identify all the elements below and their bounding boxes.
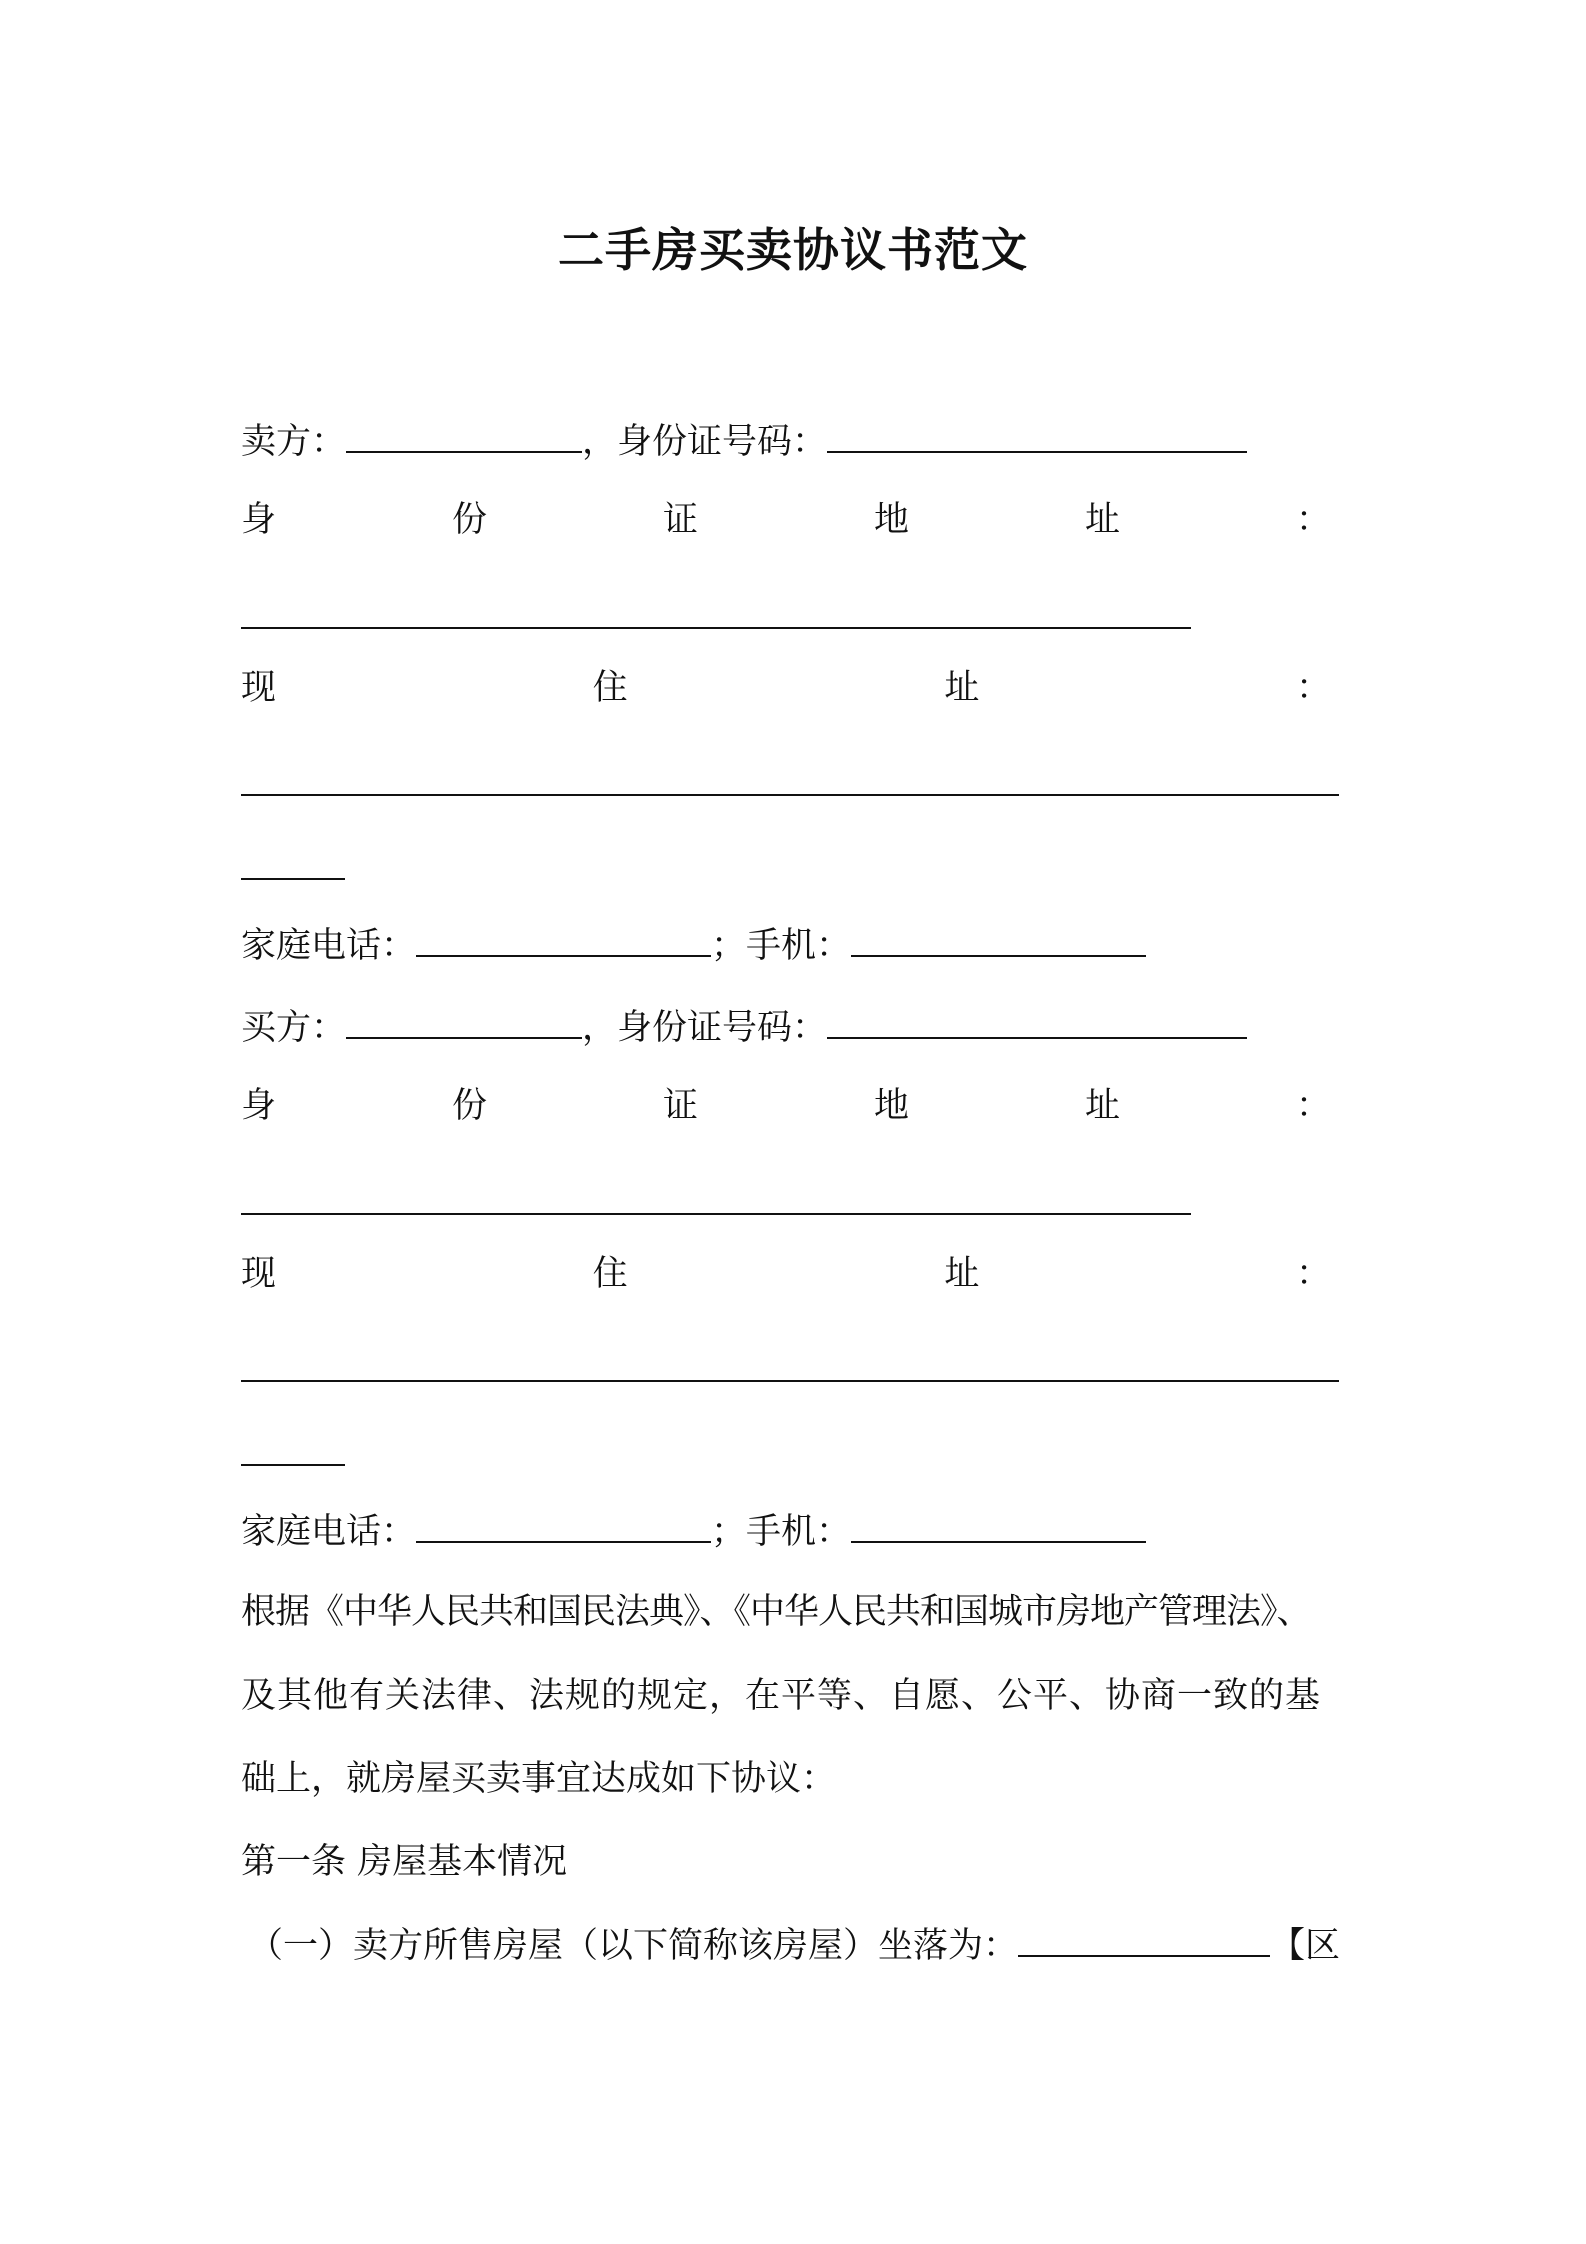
buyer-id-address-label: [241, 1084, 1331, 1128]
buyer-home-phone-label: 家庭电话：: [241, 1512, 417, 1552]
article-1-heading: 第一条 房屋基本情况: [241, 1842, 568, 1882]
seller-id-address-label: [241, 498, 1331, 542]
seller-current-address-label: [241, 666, 1331, 710]
label-char: 身: [241, 1086, 277, 1126]
seller-current-address-blank: [241, 794, 1339, 796]
label-char: 身: [241, 500, 277, 540]
seller-home-phone-blank: [416, 925, 711, 957]
label-char: ：: [1295, 1086, 1331, 1126]
paragraph-line-3: 础上，就房屋买卖事宜达成如下协议：: [241, 1759, 837, 1799]
paragraph-line-2: 及其他有关法律、法规的规定，在平等、自愿、公平、协商一致的基: [241, 1676, 1322, 1716]
label-char: 址: [1084, 1086, 1120, 1126]
label-char: 址: [1084, 500, 1120, 540]
seller-id-address-blank: [241, 627, 1191, 629]
label-char: 现: [241, 1254, 277, 1294]
seller-label: 卖方：: [241, 422, 347, 462]
buyer-current-address-blank-cont: [241, 1464, 345, 1466]
label-char: 住: [592, 1254, 628, 1294]
clause-1-location-blank: [1018, 1925, 1270, 1957]
seller-id-blank: [827, 421, 1247, 453]
buyer-line: [241, 1006, 1247, 1050]
seller-current-address-blank-cont: [241, 878, 345, 880]
buyer-label: 买方：: [241, 1008, 347, 1048]
buyer-home-phone-blank: [416, 1511, 711, 1543]
label-char: 地: [873, 1086, 909, 1126]
buyer-phone-line: [241, 1510, 1146, 1554]
buyer-current-address-blank: [241, 1380, 1339, 1382]
clause-1-text: （一）卖方所售房屋（以下简称该房屋）坐落为：: [248, 1926, 1019, 1966]
seller-line: [241, 420, 1247, 464]
label-char: ：: [1295, 500, 1331, 540]
buyer-id-address-blank: [241, 1213, 1191, 1215]
label-char: ：: [1295, 668, 1331, 708]
buyer-current-address-label: [241, 1252, 1331, 1296]
label-char: 证: [662, 1086, 698, 1126]
label-char: 现: [241, 668, 277, 708]
buyer-name-blank: [346, 1007, 582, 1039]
seller-id-label: ，身份证号码：: [582, 422, 828, 462]
label-char: 址: [944, 668, 980, 708]
seller-mobile-blank: [851, 925, 1146, 957]
buyer-id-blank: [827, 1007, 1247, 1039]
label-char: 证: [662, 500, 698, 540]
buyer-id-label: ，身份证号码：: [582, 1008, 828, 1048]
buyer-mobile-blank: [851, 1511, 1146, 1543]
label-char: ：: [1295, 1254, 1331, 1294]
paragraph-line-1: 根据《中华人民共和国民法典》、《中华人民共和国城市房地产管理法》、: [241, 1592, 1311, 1632]
buyer-mobile-label: ；手机：: [711, 1512, 852, 1552]
seller-name-blank: [346, 421, 582, 453]
label-char: 住: [592, 668, 628, 708]
seller-phone-line: [241, 924, 1146, 968]
label-char: 地: [873, 500, 909, 540]
label-char: 份: [451, 1086, 487, 1126]
seller-home-phone-label: 家庭电话：: [241, 926, 417, 966]
seller-mobile-label: ；手机：: [711, 926, 852, 966]
document-title: 二手房买卖协议书范文: [558, 223, 1028, 277]
clause-1-line: [248, 1924, 1340, 1968]
label-char: 份: [451, 500, 487, 540]
clause-1-suffix: 【区: [1270, 1926, 1341, 1966]
label-char: 址: [944, 1254, 980, 1294]
